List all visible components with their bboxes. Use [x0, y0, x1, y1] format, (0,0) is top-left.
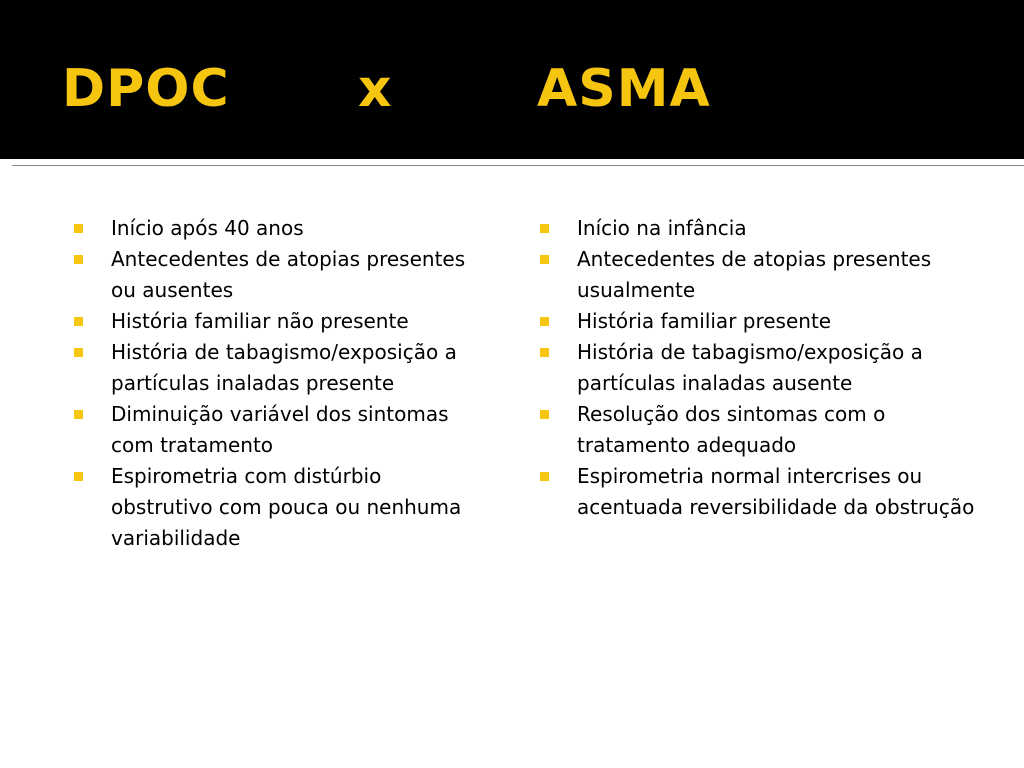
asma-list-item — [538, 306, 978, 337]
dpoc-item-text: História de tabagismo/exposição a partículas inaladas presente — [111, 340, 457, 395]
square-bullet-icon — [540, 255, 549, 264]
asma-item-text: Resolução dos sintomas com o tratamento adequado — [577, 402, 886, 457]
asma-item-text: Antecedentes de atopias presentes usualmente — [577, 247, 932, 302]
square-bullet-icon — [540, 410, 549, 419]
title-divider — [12, 165, 1024, 166]
square-bullet-icon — [540, 317, 549, 326]
dpoc-item-text: Início após 40 anos — [111, 216, 304, 240]
asma-list-item — [538, 461, 978, 523]
dpoc-list-item — [72, 399, 472, 461]
asma-list-item — [538, 337, 978, 399]
asma-list-item — [538, 213, 978, 244]
title-bar — [0, 0, 1024, 159]
slide-title-versus: x — [358, 59, 393, 119]
dpoc-list — [72, 213, 472, 554]
asma-item-text: História de tabagismo/exposição a partículas inaladas ausente — [577, 340, 923, 395]
slide-title-asma: ASMA — [537, 59, 711, 119]
dpoc-item-text: Antecedentes de atopias presentes ou ausentes — [111, 247, 466, 302]
square-bullet-icon — [74, 224, 83, 233]
dpoc-item-text: Espirometria com distúrbio obstrutivo com pouca ou nenhuma variabilidade — [111, 464, 462, 550]
square-bullet-icon — [540, 472, 549, 481]
square-bullet-icon — [74, 410, 83, 419]
asma-item-text: História familiar presente — [577, 309, 832, 333]
asma-list-item — [538, 399, 978, 461]
dpoc-list-item — [72, 244, 472, 306]
square-bullet-icon — [540, 348, 549, 357]
dpoc-list-item — [72, 306, 472, 337]
asma-item-text: Espirometria normal intercrises ou acentuada reversibilidade da obstrução — [577, 464, 975, 519]
square-bullet-icon — [74, 348, 83, 357]
asma-item-text: Início na infância — [577, 216, 747, 240]
slide-title-dpoc: DPOC — [62, 59, 230, 119]
square-bullet-icon — [74, 317, 83, 326]
square-bullet-icon — [74, 472, 83, 481]
square-bullet-icon — [74, 255, 83, 264]
asma-list-item — [538, 244, 978, 306]
dpoc-list-item — [72, 213, 472, 244]
dpoc-list-item — [72, 337, 472, 399]
asma-list — [538, 213, 978, 523]
dpoc-list-item — [72, 461, 472, 554]
dpoc-item-text: Diminuição variável dos sintomas com tratamento — [111, 402, 449, 457]
square-bullet-icon — [540, 224, 549, 233]
dpoc-item-text: História familiar não presente — [111, 309, 409, 333]
